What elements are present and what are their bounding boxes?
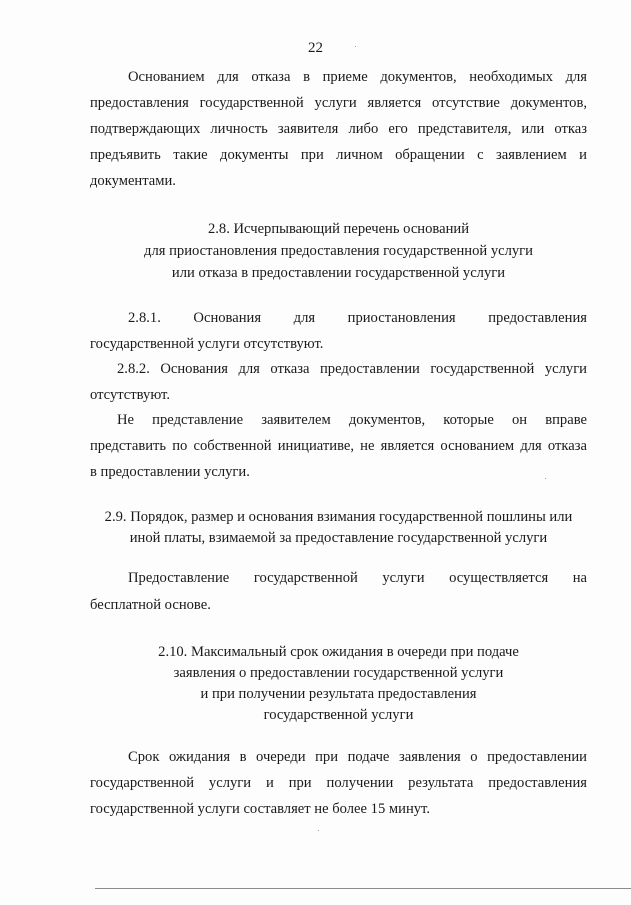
text-line: Основанием для отказа в приеме документов, необходимых для <box>128 69 587 85</box>
text-line: государственной услуги и при получении результата предоставления <box>90 775 587 791</box>
heading-line: или отказа в предоставлении государственной услуги <box>171 265 506 281</box>
text-line: представить по собственной инициативе, не является основанием для отказа <box>90 438 587 454</box>
page-number: 22 <box>308 40 323 56</box>
scan-speck <box>318 830 319 831</box>
text-line: документами. <box>90 173 176 189</box>
text-line: 2.8.2. Основания для отказа предоставлении государственной услуги <box>117 361 587 377</box>
scan-edge-line <box>95 888 631 889</box>
text-line: 2.8.1. Основания для приостановления предоставления <box>128 310 587 326</box>
heading-line: 2.8. Исчерпывающий перечень оснований <box>207 221 470 237</box>
scan-speck <box>355 46 356 47</box>
scan-speck <box>545 478 546 479</box>
heading-line: 2.10. Максимальный срок ожидания в очереди при подаче <box>158 644 519 660</box>
text-line: государственной услуги отсутствуют. <box>90 336 324 352</box>
text-line: предъявить такие документы при личном обращении с заявлением и <box>90 147 587 163</box>
text-line: Срок ожидания в очереди при подаче заявления о предоставлении <box>128 749 587 765</box>
heading-line: иной платы, взимаемой за предоставление государственной услуги <box>129 530 548 546</box>
text-line: бесплатной основе. <box>90 597 211 613</box>
text-line: в предоставлении услуги. <box>90 464 250 480</box>
text-line: отсутствуют. <box>90 387 170 403</box>
text-line: государственной услуги составляет не более 15 минут. <box>90 801 430 817</box>
heading-line: заявления о предоставлении государственной услуги <box>173 665 504 681</box>
heading-line: и при получении результата предоставления <box>200 686 477 702</box>
text-line: подтверждающих личность заявителя либо его представителя, или отказ <box>90 121 587 137</box>
heading-line: для приостановления предоставления государственной услуги <box>144 243 533 259</box>
text-line: Предоставление государственной услуги осуществляется на <box>128 570 587 586</box>
text-line: предоставления государственной услуги является отсутствие документов, <box>90 95 587 111</box>
text-line: Не представление заявителем документов, которые он вправе <box>117 412 587 428</box>
heading-line: 2.9. Порядок, размер и основания взимания государственной пошлины или <box>104 509 573 525</box>
heading-line: государственной услуги <box>263 707 414 723</box>
